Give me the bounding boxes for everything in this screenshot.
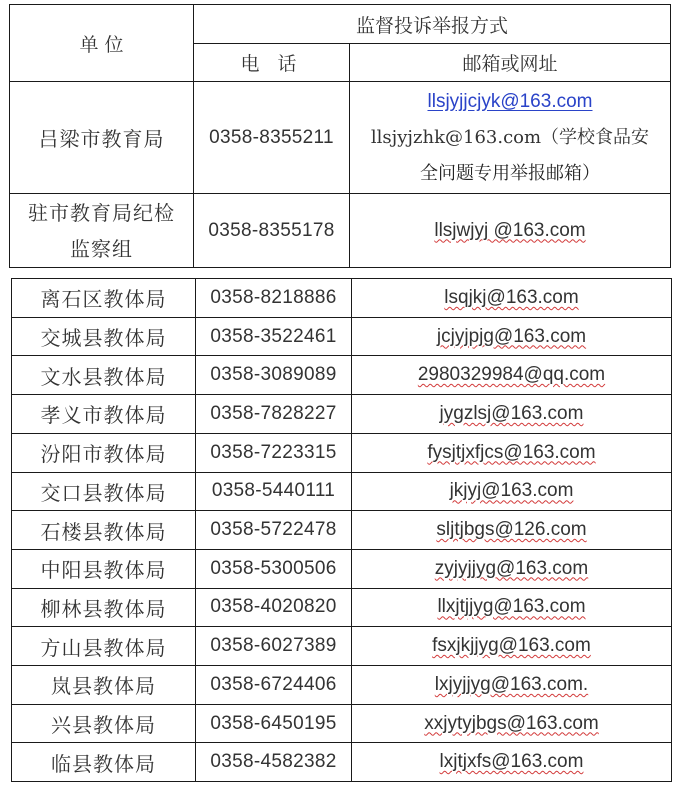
- email-text: llsjwjyj @163.com: [434, 219, 586, 241]
- email-link[interactable]: llsjyjjcjyk@163.com: [427, 90, 593, 112]
- unit-cell: 交口县教体局: [40, 480, 167, 505]
- unit-cell: 临县教体局: [51, 751, 156, 776]
- email-text: llsjyjzhk@163.com（学校食品安: [370, 126, 650, 148]
- header-methods: 监督投诉举报方式: [355, 14, 508, 37]
- header-email: 邮箱或网址: [462, 53, 558, 75]
- email-cell: [352, 627, 671, 665]
- unit-cell: 岚县教体局: [51, 674, 156, 699]
- unit-cell: 文水县教体局: [40, 364, 167, 389]
- header-phone: 电 话: [240, 53, 303, 75]
- phone-cell: 0358-8355178: [208, 219, 335, 241]
- unit-cell: 中阳县教体局: [40, 558, 167, 583]
- border: [9, 267, 671, 268]
- email-text: jkjyj@163.com: [449, 480, 574, 502]
- email-text: 2980329984@qq.com: [417, 364, 606, 386]
- email-text: lxjyjjyg@163.com.: [434, 673, 589, 695]
- email-text: jcjyjpjg@163.com: [436, 325, 587, 347]
- email-cell: [350, 194, 670, 267]
- unit-line: 驻市教育局纪检: [28, 200, 175, 225]
- unit-cell: 离石区教体局: [40, 287, 167, 312]
- unit-cell: 柳林县教体局: [40, 596, 167, 621]
- email-cell: [352, 356, 671, 394]
- unit-cell: 兴县教体局: [51, 713, 156, 738]
- phone-cell: 0358-3522461: [210, 325, 337, 347]
- border: [670, 4, 671, 268]
- phone-cell: 0358-6724406: [210, 673, 337, 695]
- phone-cell: 0358-7828227: [210, 402, 337, 424]
- email-cell: [352, 511, 671, 549]
- header-unit: 单 位: [79, 33, 124, 56]
- border: [11, 781, 672, 782]
- email-note: 全问题专用举报邮箱）: [420, 162, 600, 184]
- phone-cell: 0358-8355211: [209, 126, 334, 148]
- unit-line: 监察组: [70, 236, 133, 261]
- unit-cell: 孝义市教体局: [40, 403, 167, 428]
- email-cell: [352, 705, 671, 743]
- unit-cell: 吕梁市教育局: [38, 127, 165, 151]
- phone-cell: 0358-8218886: [210, 286, 337, 308]
- email-cell: [352, 279, 671, 317]
- unit-cell: 方山县教体局: [40, 635, 167, 660]
- unit-cell: 汾阳市教体局: [40, 442, 167, 467]
- phone-cell: 0358-5440111: [211, 480, 336, 502]
- phone-cell: 0358-5300506: [210, 557, 337, 579]
- email-cell: [352, 550, 671, 588]
- unit-cell: 交城县教体局: [40, 326, 167, 351]
- email-cell: [352, 666, 671, 704]
- email-text: zyjyjjyg@163.com: [434, 557, 589, 579]
- phone-cell: 0358-4582382: [210, 751, 337, 773]
- email-text: lsqjkj@163.com: [444, 286, 579, 308]
- email-cell: [352, 743, 671, 781]
- email-text: xxjytyjbgs@163.com: [424, 712, 599, 734]
- phone-cell: 0358-6027389: [210, 635, 337, 657]
- phone-cell: 0358-3089089: [210, 364, 337, 386]
- email-text: lxjtjxfs@163.com: [439, 751, 584, 773]
- unit-cell: 石楼县教体局: [40, 519, 167, 544]
- phone-cell: 0358-5722478: [210, 519, 337, 541]
- border: [671, 278, 672, 782]
- email-cell: [350, 82, 670, 193]
- phone-cell: 0358-6450195: [210, 712, 337, 734]
- email-cell: [352, 318, 671, 356]
- email-text: fysjtjxfjcs@163.com: [427, 441, 596, 463]
- email-cell: [352, 395, 671, 433]
- email-text: jygzlsj@163.com: [439, 402, 584, 424]
- email-text: fsxjkjjyg@163.com: [432, 635, 591, 657]
- unit-cell: [10, 194, 193, 267]
- email-cell: [352, 434, 671, 472]
- phone-cell: 0358-4020820: [210, 596, 337, 618]
- email-cell: [352, 589, 671, 627]
- email-cell: [352, 473, 671, 511]
- email-text: llxjtjjyg@163.com: [437, 596, 586, 618]
- email-text: sljtjbgs@126.com: [436, 519, 587, 541]
- phone-cell: 0358-7223315: [210, 441, 337, 463]
